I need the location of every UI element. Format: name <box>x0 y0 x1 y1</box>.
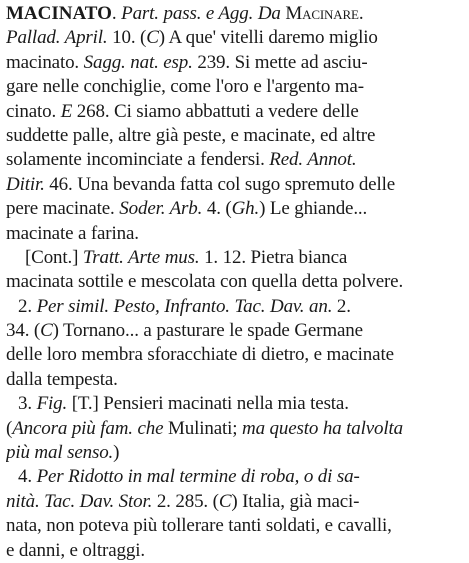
entry-text: delle loro membra sforacchiate di dietro, e macinate <box>6 344 394 366</box>
entry-text: 46. Una bevanda fatta col sugo spremuto delle <box>44 173 395 195</box>
entry-text: . <box>358 3 364 24</box>
entry-text: solamente incominciate a fendersi. <box>6 149 270 171</box>
entry-line <box>6 514 463 538</box>
entry-text: Tratt. Arte mus. <box>82 246 200 268</box>
entry-line <box>6 26 463 50</box>
entry-text: Part. pass. e Agg. <box>121 3 254 24</box>
entry-text: E <box>60 100 73 122</box>
entry-text: suddette palle, altre già peste, e macinate, ed altre <box>6 124 376 146</box>
entry-text: ma questo ha talvolta <box>242 417 403 439</box>
entry-line <box>6 441 463 465</box>
entry-text: Red. Annot. <box>269 149 357 171</box>
entry-line <box>6 417 463 441</box>
entry-text: Per simil. Pesto, Infranto. Tac. Dav. an. <box>36 295 333 317</box>
entry-text: 1. 12. Pietra bianca <box>199 246 348 268</box>
entry-line <box>6 368 463 392</box>
headword: MACINATO <box>6 3 112 24</box>
entry-text: C <box>218 490 232 512</box>
entry-text: Gh. <box>231 198 260 220</box>
entry-line <box>6 222 463 246</box>
entry-line <box>6 148 463 172</box>
entry-line <box>6 392 463 416</box>
entry-text: 34. ( <box>6 320 41 342</box>
entry-text: Sagg. nat. esp. <box>83 51 193 73</box>
entry-line <box>6 246 463 270</box>
entry-line <box>6 295 463 319</box>
entry-text: [Cont.] <box>25 246 83 268</box>
entry-text: cinato. <box>6 100 61 122</box>
entry-line <box>6 197 463 221</box>
entry-line <box>6 539 463 563</box>
entry-text: dalla tempesta. <box>6 368 118 390</box>
entry-line <box>6 319 463 343</box>
entry-line <box>6 490 463 514</box>
entry-text: Fig. <box>36 393 68 415</box>
entry-text: Da <box>257 3 286 24</box>
entry-text: Pallad. April. <box>6 27 108 49</box>
entry-text: ) A que' vitelli daremo miglio <box>158 27 378 49</box>
entry-line <box>6 51 463 75</box>
entry-text: Soder. Arb. <box>119 198 203 220</box>
entry-text: più mal senso. <box>6 442 114 464</box>
entry-line <box>6 343 463 367</box>
entry-line <box>6 465 463 489</box>
entry-text: 268. Ci siamo abbattuti a vedere delle <box>72 100 359 122</box>
entry-text: 4. <box>18 466 37 488</box>
entry-line <box>6 100 463 124</box>
entry-text: 2. <box>18 295 37 317</box>
entry-text: Macinare <box>285 3 359 24</box>
entry-text: C <box>146 27 159 49</box>
entry-line <box>6 124 463 148</box>
entry-text: ) Italia, già maci- <box>231 490 360 512</box>
entry-text: nata, non poteva più tollerare tanti soldati, e cavalli, <box>6 515 392 537</box>
entry-text: ( <box>6 417 13 439</box>
entry-text: [T.] Pensieri macinati nella mia testa. <box>67 393 349 415</box>
entry-line <box>6 270 463 294</box>
entry-text: Ancora più fam. che <box>12 417 164 439</box>
entry-text: 3. <box>18 393 37 415</box>
entry-text: Per Ridotto in mal termine di roba, o di sa- <box>36 466 360 488</box>
entry-text: macinato. <box>6 51 84 73</box>
entry-text: pere macinate. <box>6 198 120 220</box>
entry-text: nità. Tac. Dav. Stor. <box>6 490 153 512</box>
entry-text: Mulinati; <box>163 417 242 439</box>
entry-text: C <box>40 320 53 342</box>
entry-text: 2. <box>332 295 351 317</box>
entry-line <box>6 2 463 26</box>
entry-text: ) <box>113 442 120 464</box>
entry-text: Ditir. <box>6 173 45 195</box>
entry-line <box>6 173 463 197</box>
entry-text: ) Tornano... a pasturare le spade Germane <box>52 320 363 342</box>
entry-text: macinata sottile e mescolata con quella detta polvere. <box>6 271 404 293</box>
entry-text: e danni, e oltraggi. <box>6 539 145 561</box>
entry-text: 4. ( <box>202 198 232 220</box>
entry-text: macinate a farina. <box>6 222 139 244</box>
entry-text: 10. ( <box>107 27 147 49</box>
entry-text: ) Le ghiande... <box>259 198 368 220</box>
entry-text: gare nelle conchiglie, come l'oro e l'argento ma- <box>6 76 364 98</box>
entry-text: 239. Si mette ad asciu- <box>192 51 368 73</box>
entry-text: 2. 285. ( <box>152 490 219 512</box>
entry-text: . <box>111 3 122 24</box>
entry-line <box>6 75 463 99</box>
